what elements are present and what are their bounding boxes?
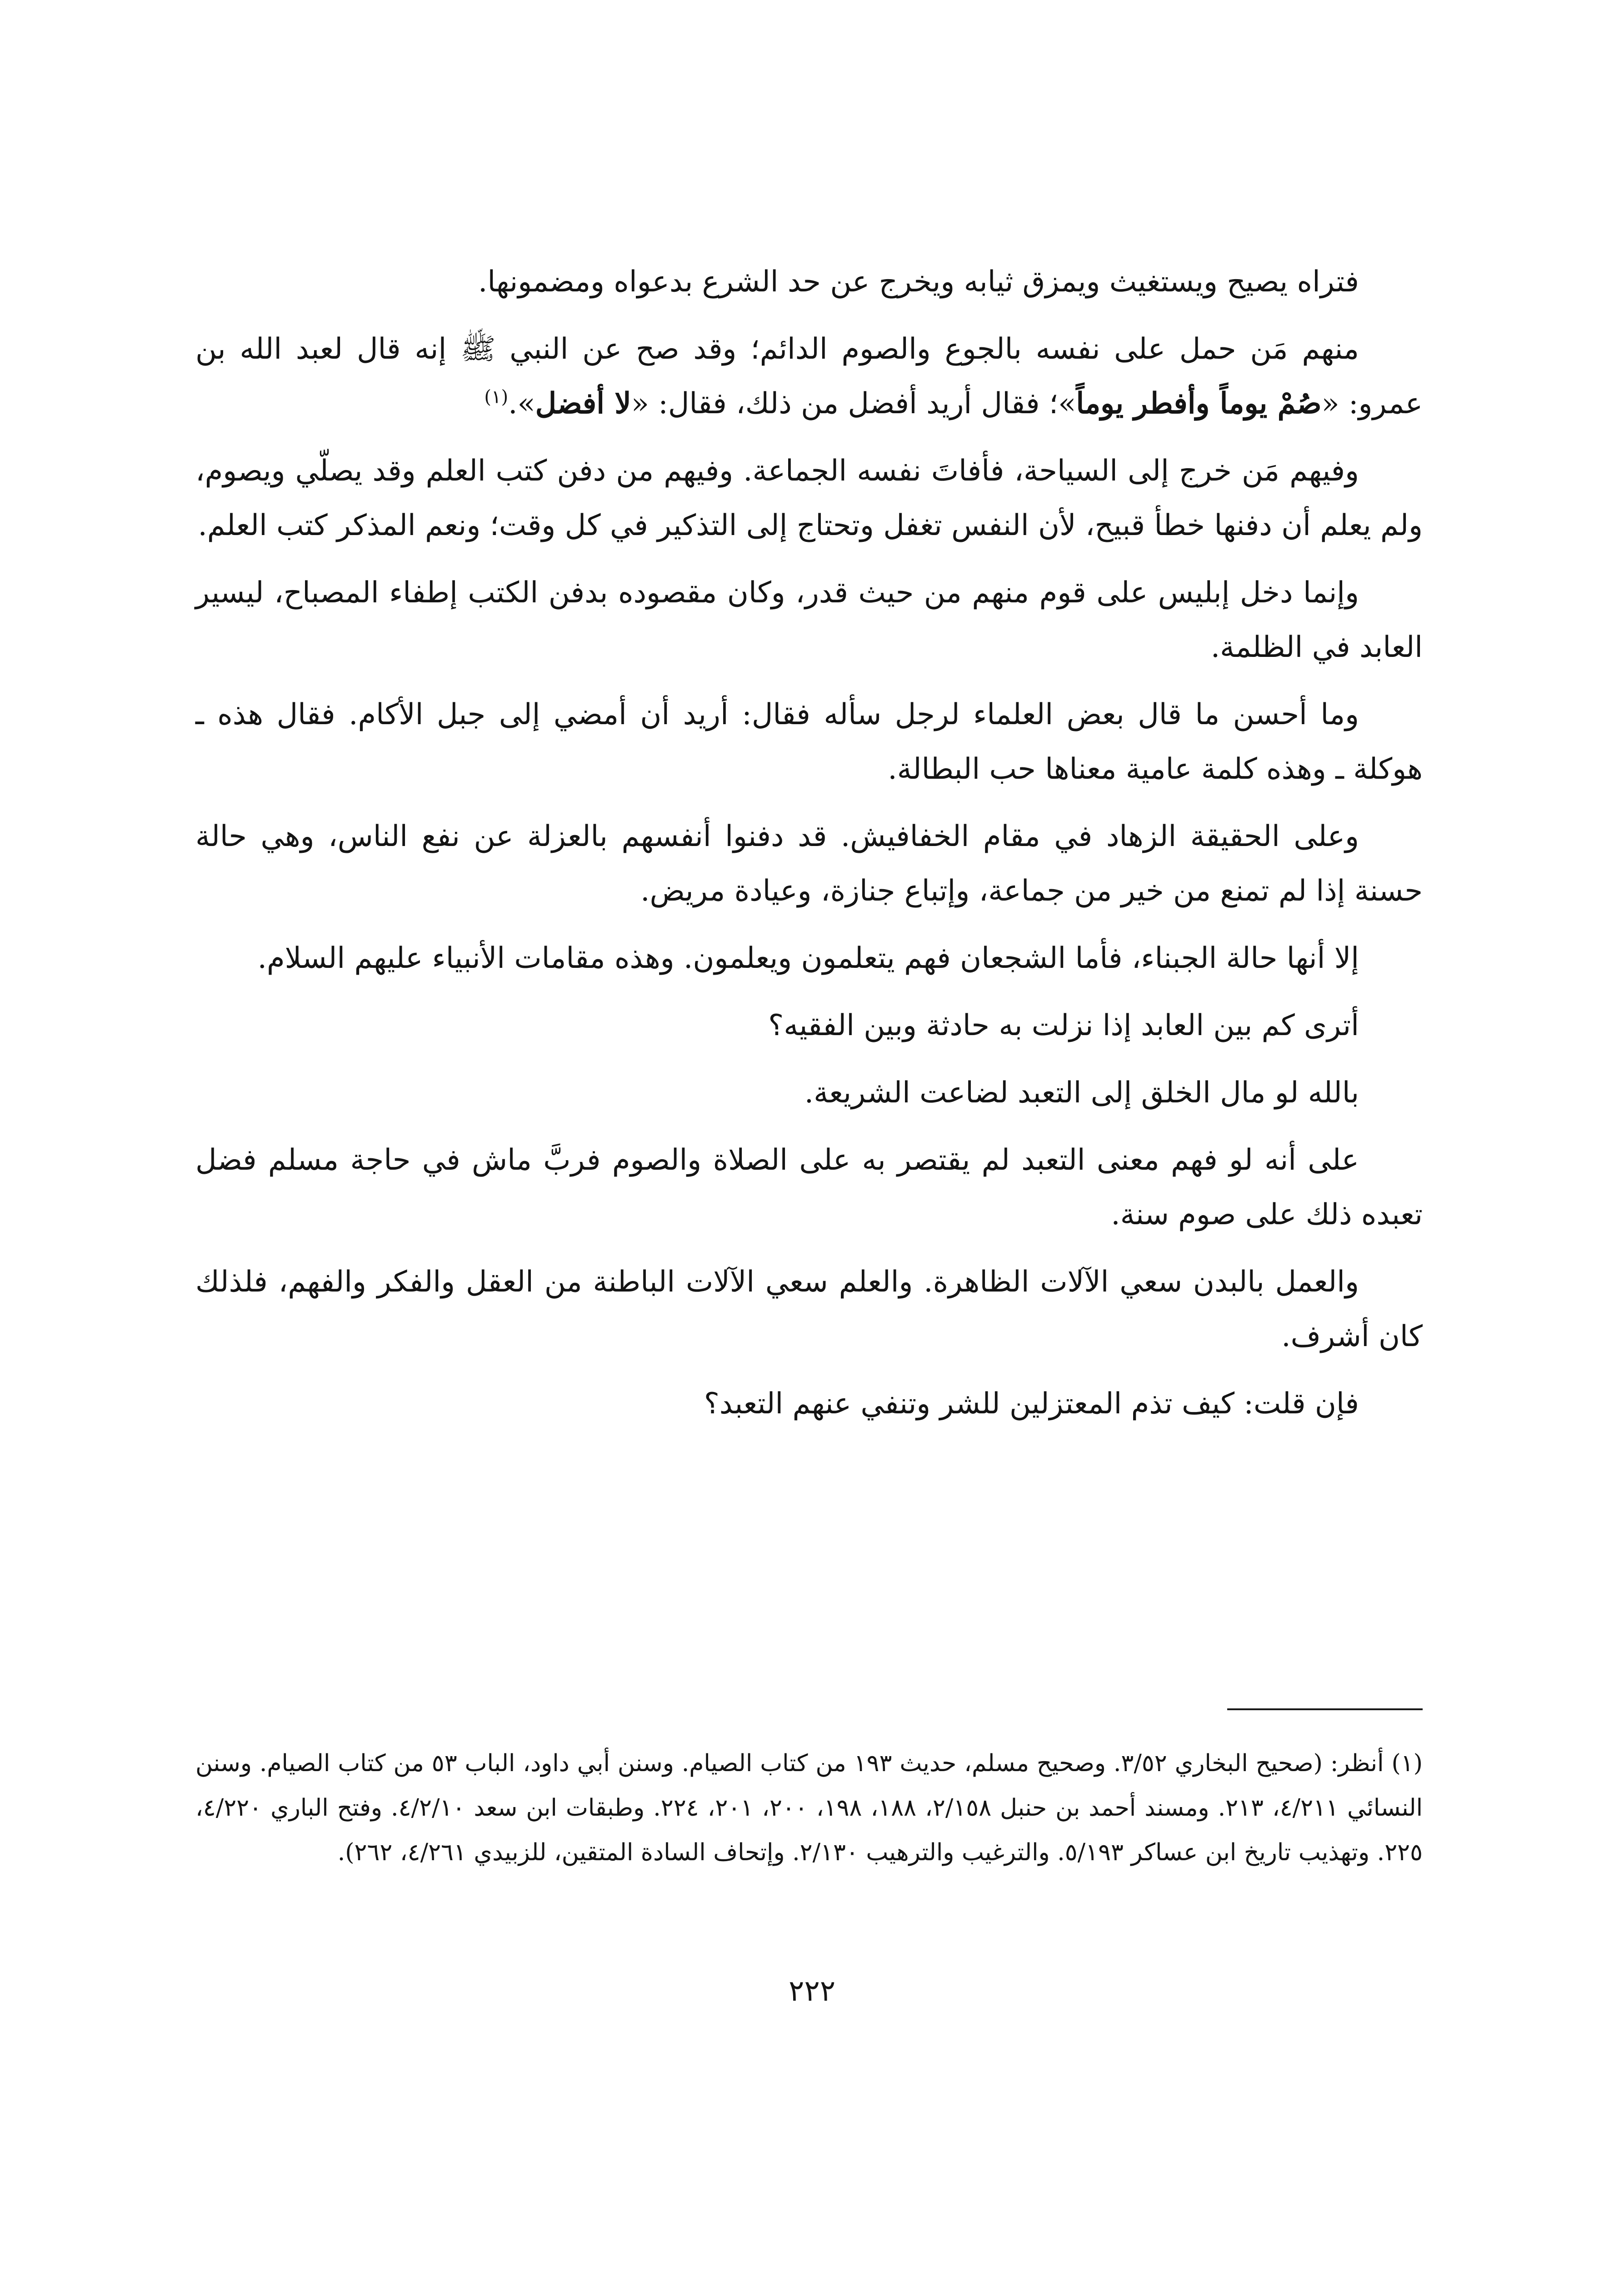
- paragraph-1-text: فتراه يصيح ويستغيث ويمزق ثيابه ويخرج عن حد الشرع بدعواه ومضمونها.: [478, 265, 1359, 299]
- paragraph-2-text: منهم مَن حمل على نفسه بالجوع والصوم الدائم؛ وقد صح عن النبي ﷺ إنه قال لعبد الله بن عمرو: «: [195, 332, 1423, 421]
- paragraph-10-text: على أنه لو فهم معنى التعبد لم يقتصر به على الصلاة والصوم فربَّ ماش في حاجة مسلم فضل تعبده ذلك على صوم سنة.: [195, 1143, 1423, 1232]
- paragraph-2-middle: »؛ فقال أريد أفضل من ذلك، فقال: «: [631, 387, 1076, 421]
- paragraph-2-end: ».: [508, 387, 535, 421]
- paragraph-7: [195, 931, 1423, 986]
- paragraph-8-text: أترى كم بين العابد إذا نزلت به حادثة وبين الفقيه؟: [768, 1009, 1359, 1042]
- paragraph-12: [195, 1377, 1423, 1431]
- page-number: ٢٢٢: [788, 1974, 836, 2008]
- paragraph-5: [195, 687, 1423, 796]
- footnote-reference: (١): [484, 386, 509, 408]
- paragraph-8: [195, 998, 1423, 1053]
- paragraph-2: [195, 322, 1423, 431]
- footnote-text: (١) أنظر: (صحيح البخاري ٣/٥٢. وصحيح مسلم، حديث ١٩٣ من كتاب الصيام. وسنن أبي داود، الباب ٥٣ من كتاب الصيام. وسنن النسائي ٤/٢١١، ٢١٣. ومسند أحمد بن حنبل ٢/١٥٨، ١٨٨، ١٩٨، ٢٠٠، ٢٠١، ٢٢٤. وطبقات ابن سعد ٤/٢/١٠. وفتح الباري ٤/٢٢٠، ٢٢٥. وتهذيب تاريخ ابن عساكر ٥/١٩٣. والترغيب والترهيب ٢/١٣٠. وإتحاف السادة المتقين، للزبيدي ٤/٢٦١، ٢٦٢).: [195, 1750, 1423, 1866]
- paragraph-3-text: وفيهم مَن خرج إلى السياحة، فأفاتَ نفسه الجماعة. وفيهم من دفن كتب العلم وقد يصلّي ويصوم، ولم يعلم أن دفنها خطأ قبيح، لأن النفس تغفل وتحتاج إلى التذكير في كل وقت؛ ونعم المذكر كتب العلم.: [195, 454, 1423, 542]
- paragraph-9-text: بالله لو مال الخلق إلى التعبد لضاعت الشريعة.: [804, 1076, 1359, 1110]
- paragraph-4: [195, 566, 1423, 675]
- paragraph-12-text: فإن قلت: كيف تذم المعتزلين للشر وتنفي عنهم التعبد؟: [704, 1387, 1359, 1421]
- paragraph-6: [195, 809, 1423, 918]
- paragraph-7-text: إلا أنها حالة الجبناء، فأما الشجعان فهم يتعلمون ويعلمون. وهذه مقامات الأنبياء عليهم السلام.: [257, 941, 1359, 975]
- paragraph-3: [195, 444, 1423, 553]
- paragraph-6-text: وعلى الحقيقة الزهاد في مقام الخفافيش. قد دفنوا أنفسهم بالعزلة عن نفع الناس، وهي حالة حسنة إذا لم تمنع من خير من جماعة، وإتباع جنازة، وعيادة مريض.: [195, 820, 1423, 908]
- paragraph-11-text: والعمل بالبدن سعي الآلات الظاهرة. والعلم سعي الآلات الباطنة من العقل والفكر والفهم، فلذلك كان أشرف.: [195, 1265, 1423, 1353]
- body-text: [195, 255, 1423, 1444]
- paragraph-1: [195, 255, 1423, 309]
- hadith-quote-2: لا أفضل: [535, 386, 631, 421]
- paragraph-9: [195, 1066, 1423, 1120]
- hadith-quote-1: صُمْ يوماً وأفطر يوماً: [1076, 386, 1322, 421]
- paragraph-10: [195, 1133, 1423, 1242]
- paragraph-11: [195, 1255, 1423, 1364]
- paragraph-5-text: وما أحسن ما قال بعض العلماء لرجل سأله فقال: أريد أن أمضي إلى جبل الأكام. فقال هذه ـ هوكلة ـ وهذه كلمة عامية معناها حب البطالة.: [195, 698, 1423, 786]
- paragraph-4-text: وإنما دخل إبليس على قوم منهم من حيث قدر، وكان مقصوده بدفن الكتب إطفاء المصباح، ليسير العابد في الظلمة.: [195, 576, 1423, 664]
- footnote-divider: [1227, 1708, 1423, 1710]
